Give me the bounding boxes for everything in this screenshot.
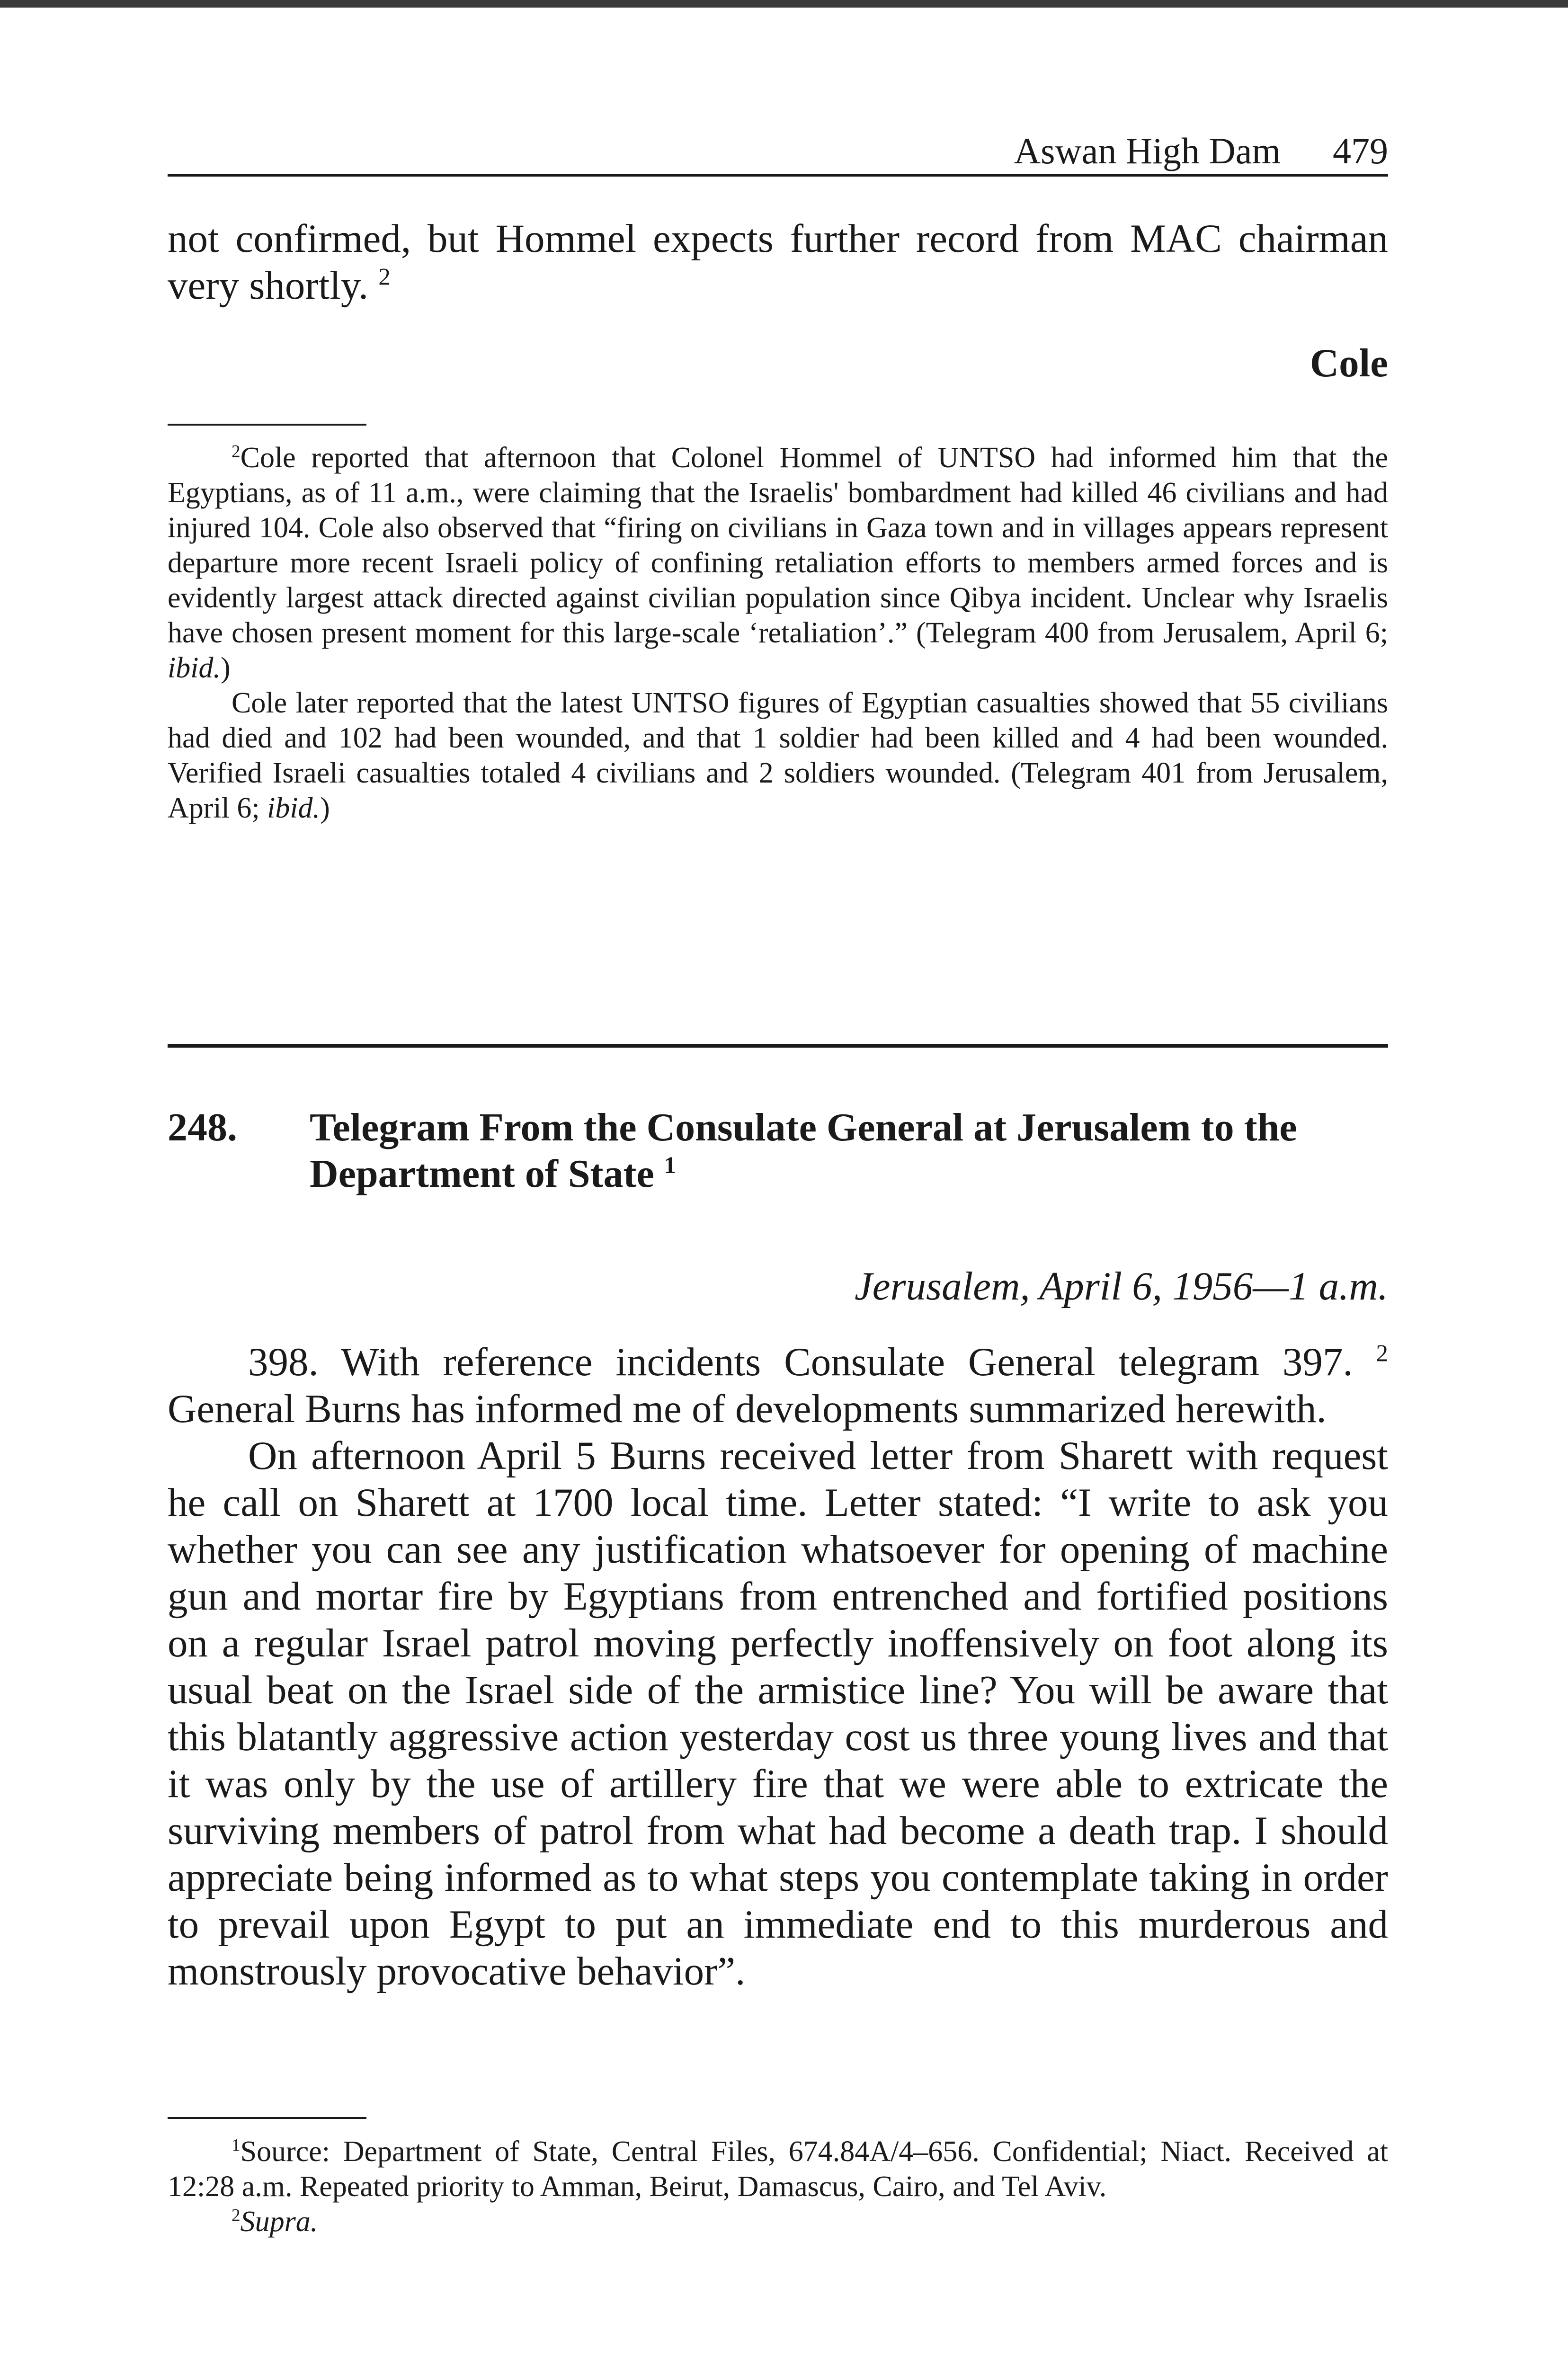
footnote-ref: 2: [1376, 1340, 1389, 1367]
footnote-ref: 2: [378, 264, 391, 291]
continuation-paragraph: [168, 215, 1388, 309]
paragraph-2: On afternoon April 5 Burns received letter from Sharett with request he call on Sharett at 1700 local time. Letter stated: “I write to ask you whether you can see any justification whatsoever for opening of machine gun and mortar fire by Egyptians from entrenched and fortified positions on a regular Israel patrol moving perfectly inoffensively on foot along its usual beat on the Israel side of the armistice line? You will be aware that this blatantly aggressive action yesterday cost us three young lives and that it was only by the use of artillery fire that we were able to extricate the surviving members of patrol from what had become a death trap. I should appreciate being informed as to what steps you contemplate taking in order to prevail upon Egypt to put an immediate end to this murderous and monstrously provocative behavior”.: [168, 1433, 1388, 1993]
document-heading: [168, 1104, 1388, 1199]
page-number: 479: [1333, 130, 1388, 171]
document-number: 248.: [168, 1105, 237, 1149]
footnote-rule: [168, 424, 366, 426]
dateline-block: [168, 1263, 1388, 1310]
footnotes-bottom: [168, 2134, 1388, 2239]
footnote-2-bottom: $^2$Supra.: [232, 2206, 318, 2238]
running-head: [1014, 130, 1388, 172]
signature-block: [168, 340, 1388, 387]
page-top-edge: [0, 0, 1568, 8]
document-title: Telegram From the Consulate General at Jerusalem to the Department of State $^1$: [310, 1105, 1297, 1196]
footnote-1: $^1$Source: Department of State, Central Files, 674.84A/4–656. Confidential; Niact. Received at 12:28 a.m. Repeated priority to Amman, Beirut, Damascus, Cairo, and Tel Aviv.: [168, 2136, 1388, 2203]
running-head-title: Aswan High Dam: [1014, 130, 1281, 171]
signature: Cole: [1310, 341, 1388, 385]
telegram-body: [168, 1339, 1388, 1995]
section-divider: [168, 1044, 1388, 1048]
footnote-2: $^2$Cole reported that afternoon that Colonel Hommel of UNTSO had informed him that the Egyptians, as of 11 a.m., were claiming that the Israelis' bombardment had killed 46 civilians and had injured 104. Cole also observed that “firing on civilians in Gaza town and in villages appears represent departure more recent Israeli policy of confining retaliation efforts to members armed forces and is evidently largest attack directed against civilian population since Qibya incident. Unclear why Israelis have chosen present moment for this large-scale ‘retaliation’.” (Telegram 400 from Jerusalem, April 6; ibid.): [168, 442, 1388, 684]
footnote-2-continued: Cole later reported that the latest UNTSO figures of Egyptian casualties showed that 55 civilians had died and 102 had been wounded, and that 1 soldier had been killed and 4 had been wounded. Verified Israeli casualties totaled 4 civilians and 2 soldiers wounded. (Telegram 401 from Jerusalem, April 6; ibid.): [168, 687, 1388, 824]
footnotes-top: [168, 440, 1388, 826]
footnote-rule: [168, 2117, 366, 2119]
title-footnote-ref: 1: [664, 1152, 676, 1178]
continuation-text: not confirmed, but Hommel expects further record from MAC chairman very shortly.: [168, 216, 1388, 308]
running-head-rule: [168, 127, 1388, 177]
paragraph-1: 398. With reference incidents Consulate General telegram 397. $^2$ General Burns has informed me of developments summarized herewith.: [168, 1340, 1389, 1431]
dateline: Jerusalem, April 6, 1956—1 a.m.: [855, 1264, 1388, 1308]
